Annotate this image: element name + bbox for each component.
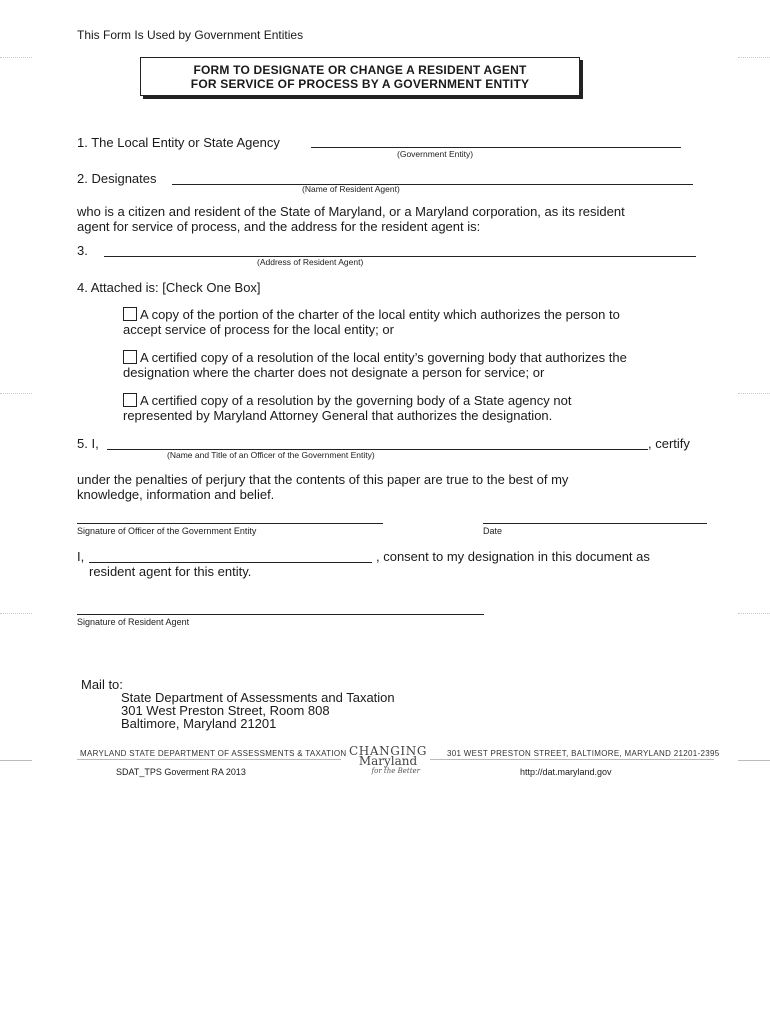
citizen-paragraph-line2: agent for service of process, and the address for the resident agent is: [77,219,481,234]
consent-line2: resident agent for this entity. [89,564,252,579]
item2-label: 2. Designates [77,171,157,186]
footer-form-id: SDAT_TPS Goverment RA 2013 [116,767,246,777]
footer-rule-right [430,759,714,760]
option1-checkbox[interactable] [123,307,137,321]
option2 [123,350,627,365]
item5-certify: , certify [648,436,690,451]
mail-address-line2: 301 West Preston Street, Room 808 [121,703,330,718]
footer-address: 301 WEST PRESTON STREET, BALTIMORE, MARYLAND 21201-2395 [447,749,720,758]
item1-label: 1. The Local Entity or State Agency [77,135,280,150]
item4-label: 4. Attached is: [Check One Box] [77,280,261,295]
footer-rule-left [77,759,341,760]
option1 [123,307,620,322]
government-entity-field[interactable] [311,135,681,148]
resident-agent-address-field[interactable] [104,244,696,257]
footer-department: MARYLAND STATE DEPARTMENT OF ASSESSMENTS & TAXATION [80,749,347,758]
item1-caption: (Government Entity) [397,149,474,159]
officer-signature-field[interactable] [77,511,383,524]
perjury-line2: knowledge, information and belief. [77,487,275,502]
item5-label: 5. I, [77,436,99,451]
consent-suffix: , consent to my designation in this document as [376,549,650,564]
registration-mark [0,760,32,761]
resident-agent-signature-caption: Signature of Resident Agent [77,617,190,627]
logo-line1: CHANGING [348,744,428,758]
item5-caption: (Name and Title of an Officer of the Government Entity) [167,450,375,460]
mail-to-label: Mail to: [81,677,123,692]
form-title-line2: FOR SERVICE OF PROCESS BY A GOVERNMENT ENTITY [190,76,530,91]
perjury-line1: under the penalties of perjury that the contents of this paper are true to the best of my [77,472,569,487]
option2-text-line2: designation where the charter does not designate a person for service; or [123,365,545,380]
resident-agent-signature-field[interactable] [77,602,484,615]
citizen-paragraph-line1: who is a citizen and resident of the State of Maryland, or a Maryland corporation, as its resident [77,204,625,219]
option3-checkbox[interactable] [123,393,137,407]
option3-text-line2: represented by Maryland Attorney General that authorizes the designation. [123,408,553,423]
date-field[interactable] [483,511,707,524]
registration-mark [738,393,770,394]
mail-address-line1: State Department of Assessments and Taxation [121,690,395,705]
option3 [123,393,571,408]
option1-text-line2: accept service of process for the local entity; or [123,322,394,337]
registration-mark [738,760,770,761]
resident-agent-consent-name-field[interactable] [89,550,372,563]
date-caption: Date [483,526,503,536]
option2-text: A certified copy of a resolution of the local entity’s governing body that authorizes the [140,350,627,365]
item3-label: 3. [77,243,88,258]
officer-signature-caption: Signature of Officer of the Government Entity [77,526,257,536]
form-title-line1: FORM TO DESIGNATE OR CHANGE A RESIDENT AGENT [193,62,527,77]
item3-caption: (Address of Resident Agent) [257,257,364,267]
mail-address-line3: Baltimore, Maryland 21201 [121,716,277,731]
consent-prefix: I, [77,549,85,564]
item2-caption: (Name of Resident Agent) [302,184,400,194]
registration-mark [0,393,32,394]
logo-line2: Maryland [358,754,418,768]
option3-text: A certified copy of a resolution by the governing body of a State agency not [140,393,572,408]
logo-line3: for the Better [371,767,420,775]
footer-url[interactable]: http://dat.maryland.gov [520,767,612,777]
option2-checkbox[interactable] [123,350,137,364]
form-title-box [140,57,580,96]
changing-maryland-logo [348,746,428,776]
officer-name-title-field[interactable] [107,437,648,450]
top-note: This Form Is Used by Government Entities [77,28,304,42]
registration-mark [738,57,770,58]
resident-agent-name-field[interactable] [172,172,693,185]
registration-mark [738,613,770,614]
registration-mark [0,57,32,58]
registration-mark [0,613,32,614]
option1-text: A copy of the portion of the charter of the local entity which authorizes the person to [140,307,620,322]
